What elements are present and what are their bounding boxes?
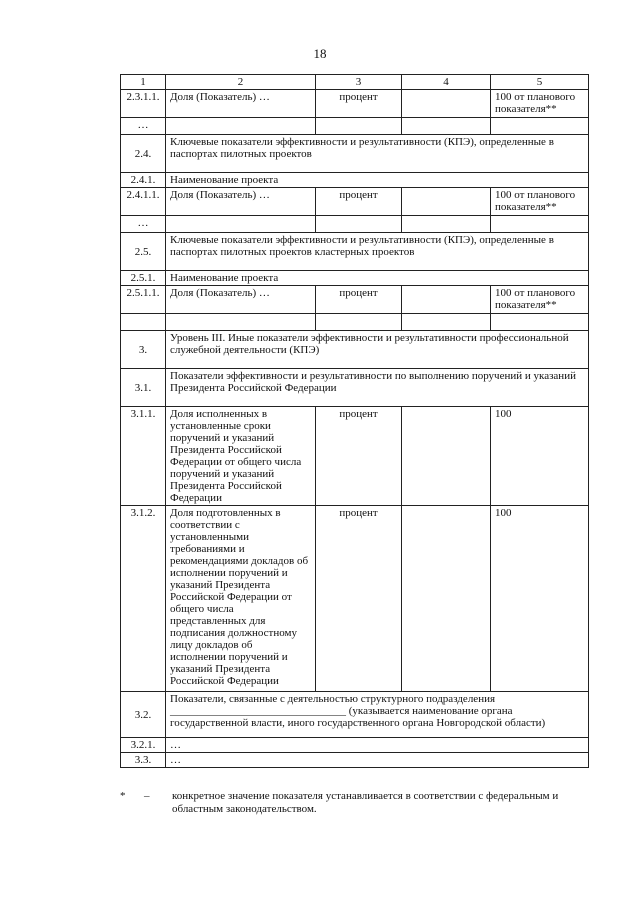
row-number: 3.3. <box>121 753 166 768</box>
empty-cell <box>402 188 491 216</box>
empty-cell <box>402 216 491 233</box>
empty-cell <box>316 314 402 331</box>
footnote-dash: – <box>144 790 150 802</box>
indicator-unit: процент <box>316 188 402 216</box>
header-col-3: 3 <box>316 75 402 90</box>
row-number: … <box>121 118 166 135</box>
row-number: 2.5.1.1. <box>121 286 166 314</box>
empty-cell <box>402 407 491 506</box>
indicator-name: Доля (Показатель) … <box>166 90 316 118</box>
indicator-unit: процент <box>316 286 402 314</box>
header-col-1: 1 <box>121 75 166 90</box>
row-number: 3.2.1. <box>121 738 166 753</box>
section-row <box>121 173 589 188</box>
empty-cell <box>316 216 402 233</box>
footnote-mark: * <box>120 790 126 802</box>
row-number: 3.1.1. <box>121 407 166 506</box>
empty-cell <box>166 314 316 331</box>
section-row <box>121 331 589 369</box>
footnote <box>120 790 588 816</box>
table-row <box>121 407 589 506</box>
header-col-2: 2 <box>166 75 316 90</box>
row-placeholder: … <box>166 738 589 753</box>
empty-cell <box>402 90 491 118</box>
empty-cell <box>491 216 589 233</box>
indicator-name: Доля (Показатель) … <box>166 286 316 314</box>
section-row <box>121 369 589 407</box>
indicator-value: 100 от планового показателя** <box>491 286 589 314</box>
empty-cell <box>491 118 589 135</box>
section-title: Показатели эффективности и результативности по выполнению поручений и указаний Президента Российской Федерации <box>166 369 589 407</box>
table-row <box>121 314 589 331</box>
indicator-unit: процент <box>316 90 402 118</box>
row-number: 2.4.1. <box>121 173 166 188</box>
section-title: Уровень III. Иные показатели эффективности и результативности профессиональной служебной деятельности (КПЭ) <box>166 331 589 369</box>
empty-cell <box>316 118 402 135</box>
row-number: 3. <box>121 331 166 369</box>
page-number: 18 <box>313 46 327 61</box>
section-title: Показатели, связанные с деятельностью структурного подразделения ________________________________ (указывается наименование органа государственной власти, иного государственного органа Новгородской области) <box>166 692 589 738</box>
row-number: … <box>121 216 166 233</box>
table-row <box>121 738 589 753</box>
empty-cell <box>402 314 491 331</box>
row-number: 3.2. <box>121 692 166 738</box>
table-row <box>121 118 589 135</box>
section-title: Ключевые показатели эффективности и результативности (КПЭ), определенные в паспортах пилотных проектов <box>166 135 589 173</box>
empty-cell <box>166 118 316 135</box>
empty-cell <box>402 286 491 314</box>
table-row <box>121 90 589 118</box>
indicator-value: 100 <box>491 407 589 506</box>
indicator-value: 100 от планового показателя** <box>491 188 589 216</box>
indicator-value: 100 <box>491 506 589 692</box>
header-col-5: 5 <box>491 75 589 90</box>
header-col-4: 4 <box>402 75 491 90</box>
empty-cell <box>402 118 491 135</box>
table-row <box>121 753 589 768</box>
footnote-text: конкретное значение показателя устанавливается в соответствии с федеральным и областным законодательством. <box>172 790 559 815</box>
section-row <box>121 233 589 271</box>
indicator-name: Доля (Показатель) … <box>166 188 316 216</box>
row-placeholder: … <box>166 753 589 768</box>
row-number: 2.5. <box>121 233 166 271</box>
empty-cell <box>166 216 316 233</box>
empty-cell <box>491 314 589 331</box>
indicators-table <box>120 74 589 768</box>
row-number: 3.1. <box>121 369 166 407</box>
table-row <box>121 188 589 216</box>
row-number: 2.5.1. <box>121 271 166 286</box>
project-name: Наименование проекта <box>166 271 589 286</box>
table-row <box>121 506 589 692</box>
table-row <box>121 216 589 233</box>
empty-cell <box>121 314 166 331</box>
indicator-value: 100 от планового показателя** <box>491 90 589 118</box>
row-number: 3.1.2. <box>121 506 166 692</box>
row-number: 2.4.1.1. <box>121 188 166 216</box>
indicator-name: Доля подготовленных в соответствии с установленными требованиями и рекомендациями докладов об исполнении поручений и указаний Президента Российской Федерации от общего числа представленных для подписания должностному лицу докладов об исполнении поручений и указаний Президента Российской Федерации <box>166 506 316 692</box>
section-row <box>121 692 589 738</box>
empty-cell <box>402 506 491 692</box>
row-number: 2.3.1.1. <box>121 90 166 118</box>
section-row <box>121 271 589 286</box>
section-row <box>121 135 589 173</box>
row-number: 2.4. <box>121 135 166 173</box>
header-row <box>121 75 589 90</box>
indicator-name: Доля исполненных в установленные сроки поручений и указаний Президента Российской Федерации от общего числа поручений и указаний Президента Российской Федерации <box>166 407 316 506</box>
indicator-unit: процент <box>316 407 402 506</box>
section-title: Ключевые показатели эффективности и результативности (КПЭ), определенные в паспортах пилотных проектов кластерных проектов <box>166 233 589 271</box>
indicator-unit: процент <box>316 506 402 692</box>
project-name: Наименование проекта <box>166 173 589 188</box>
table-row <box>121 286 589 314</box>
